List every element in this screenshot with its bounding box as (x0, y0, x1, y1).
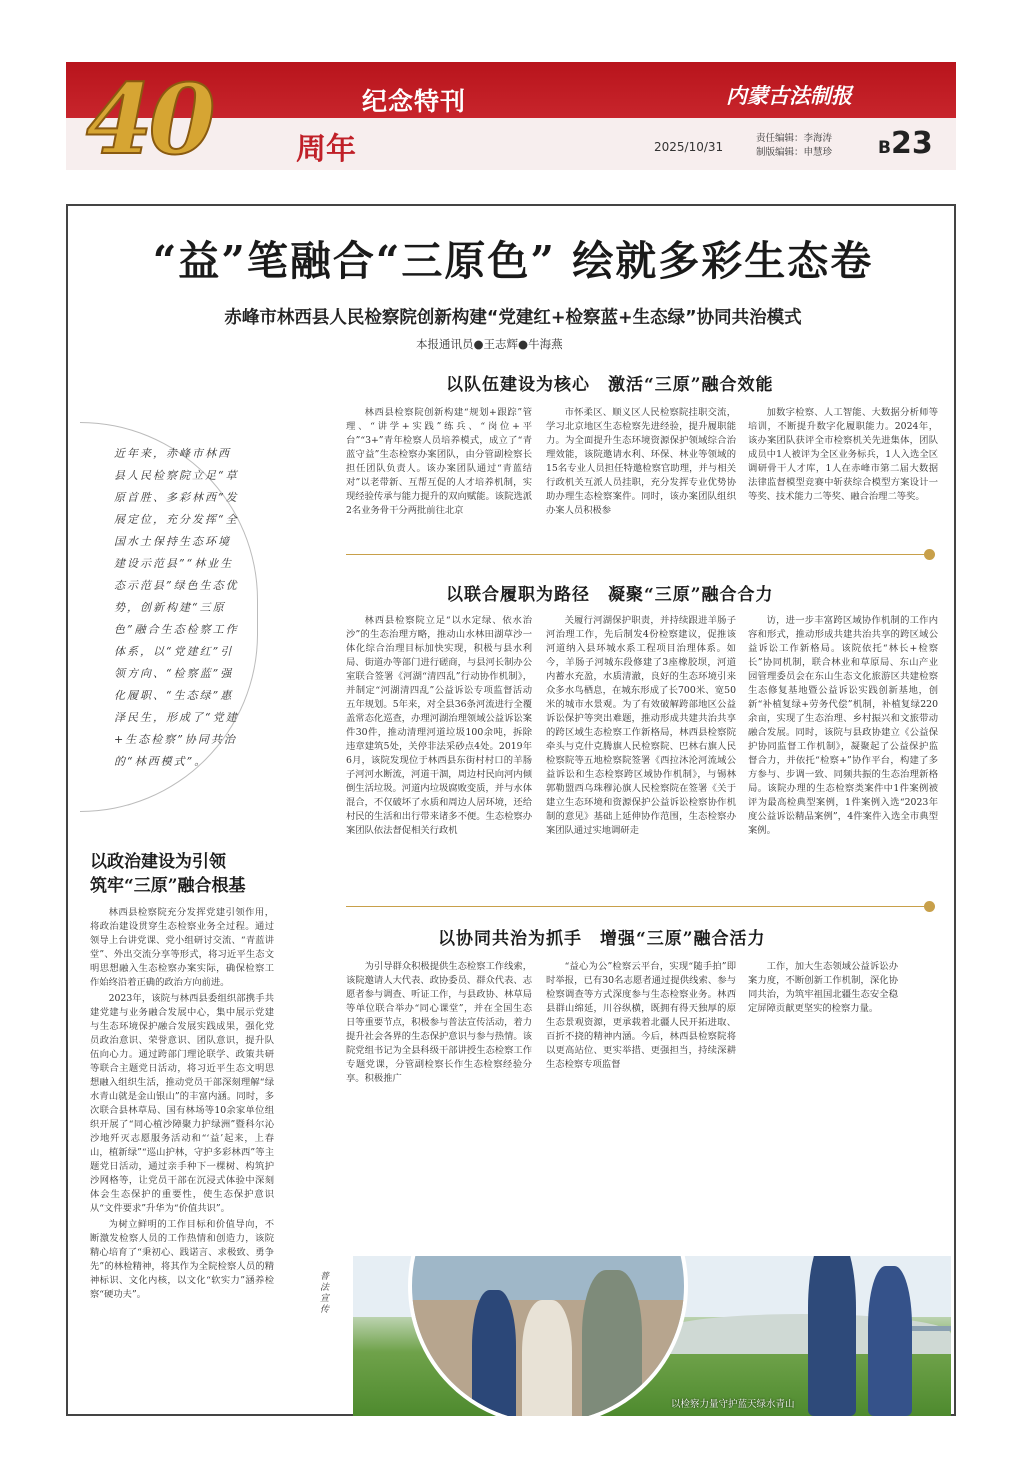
section2-col3 (748, 614, 938, 838)
intro-box (80, 422, 258, 812)
left-paragraph: 林西县检察院充分发挥党建引领作用，将政治建设贯穿生态检察业务全过程。通过领导上台讲党课、党小组研讨交流、“青蓝讲堂”、外出交流分享等形式，将习近平生态文明思想融入生态检察办案实际，确保检察工作始终沿着正确的政治方向前进。 (90, 907, 274, 988)
section1-divider (346, 554, 926, 555)
section1-col3 (748, 406, 938, 504)
section2-col2 (546, 614, 736, 838)
article-headline: “益”笔融合“三原色” 绘就多彩生态卷 (152, 237, 874, 285)
photo-inset-circle (408, 1256, 688, 1416)
article-subheadline: 赤峰市林西县人民检察院创新构建“党建红+检察蓝+生态绿”协同共治模式 (224, 308, 802, 328)
photo-inset-person (472, 1290, 516, 1416)
photo-caption: 以检察力量守护蓝天绿水青山 (671, 1399, 795, 1410)
section3-col1-text: 为引导群众积极提供生态检察工作线索，该院邀请人大代表、政协委员、群众代表、志愿者参与调查、听证工作，与县政协、林草局等单位联合举办“同心课堂”，并在全国生态日等重要节点，积极参与普法宣传活动，着力提升社会各界的生态保护意识与参与热情。该院党组书记为全县科级干部讲授生态检察工作专题党课，分管副检察长作生态检察经验分享。积极推广 (346, 961, 532, 1084)
section1-col3-text: 加数字检察、人工智能、大数据分析师等培训，不断提升数字化履职能力。2024年，该办案团队获评全市检察机关先进集体，团队成员中1人被评为全区业务标兵，1人入选全区调研骨干人才库，1人在赤峰市第二届大数据法律监督模型竞赛中斩获综合模型方案设计一等奖、技术能力二等奖、融合治理二等奖。 (748, 407, 938, 502)
section2-divider (346, 906, 926, 907)
article-frame (66, 204, 956, 1416)
section3-col2-text: “益心为公”检察云平台，实现“随手拍”即时举报，已有30名志愿者通过提供线索、参与检察调查等方式深度参与生态检察业务。林西县群山绵延，川谷纵横，既拥有得天独厚的原生态景观资源，更承载着北疆人民开拓进取、百折不挠的精神内涵。今后，林西县检察院将以更高站位、更实举措、更强担当，持续深耕生态检察专项监督 (546, 961, 736, 1070)
section2-col2-text: 关履行河湖保护职责，并持续跟进羊肠子河治理工作，先后制发4份检察建议，促推该河道纳入县环城水系工程项目治理体系。如今，羊肠子河城东段修建了3座橡胶坝，河道内蓄水充盈，水质清澈，良好的生态环境引来众多水鸟栖息，在城东形成了长700米、宽50米的城市水景观。为了有效破解跨部地区公益诉讼保护等突出难题，推动形成共建共治共享的跨区域生态检察工作新格局，林西县检察院牵头与克什克腾旗人民检察院、巴林右旗人民检察院等五地检察院签署《西拉沐沦河流域公益诉讼和生态检察跨区域协作机制》，与锡林郭勒盟西乌珠穆沁旗人民检察院在签署《关于建立生态环境和资源保护公益诉讼检察协作机制的意见》基础上延伸协作范围，生态检察办案团队通过实地调研走 (546, 615, 736, 836)
page-number-value: 23 (890, 126, 933, 161)
production-line: 制版编辑：申慧珍 (756, 147, 833, 158)
left-paragraph: 为树立鲜明的工作目标和价值导向，不断激发检察人员的工作热情和创造力，该院精心培育了“秉初心、践诺言、求极致、勇争先”的林检精神，将其作为全院检察人员的精神标识、文化内核，以文化“软实力”涵养检察“硬功夫”。 (90, 1219, 274, 1300)
left-heading-line1: 以政治建设为引领 (90, 852, 226, 872)
section3-col3-text: 工作，加大生态领域公益诉讼办案力度，不断创新工作机制，深化协同共治，为筑牢祖国北疆生态安全稳定屏障贡献更坚实的检察力量。 (748, 961, 898, 1014)
section3-col1 (346, 960, 532, 1086)
photo-person (868, 1266, 912, 1416)
intro-text: 近年来，赤峰市林西县人民检察院立足“草原首胜、多彩林西”发展定位，充分发挥“全国水土保持生态环境建设示范县”“林业生态示范县”绿色生态优势，创新构建“三原色”融合生态检察工作体系，以“党建红”引领方向、“检察蓝”强化履职、“生态绿”惠泽民生，形成了“党建+生态检察”协同共治的“林西模式”。 (114, 447, 239, 768)
photo-inset-person (582, 1270, 642, 1416)
section1-divider-dot (924, 549, 935, 560)
left-paragraph: 2023年，该院与林西县委组织部携手共建党建与业务融合发展中心，集中展示党建与生态环境保护融合发展实践成果，强化党员政治意识、荣誉意识、团队意识，提升队伍向心力。通过跨部门理论联学、政策共研等联合主题党日活动，将习近平生态文明思想融入组织生活，推动党员干部深刻理解“绿水青山就是金山银山”的丰富内涵。同时，多次联合县林草局、国有林场等10余家单位组织开展了“同心植沙障聚力护绿洲”暨科尔沁沙地歼灭志愿服务活动和“‘益’起来，上春山，植新绿”“巡山护林，守护多彩林西”等主题党日活动，通过亲手种下一棵树、构筑护沙网格等，让党员干部在沉浸式体验中深刻体会生态保护的重要性，使生态保护意识从“文件要求”升华为“价值共识”。 (90, 993, 274, 1214)
editor-line: 责任编辑：李海涛 (756, 133, 833, 144)
section2-divider-dot (924, 901, 935, 912)
section3-title: 以协同共治为抓手 增强“三原”融合活力 (438, 929, 766, 949)
editor-credits (756, 132, 832, 160)
photo-stamp: 普法宣传 (320, 1272, 330, 1315)
section1-col2-text: 市怀柔区、顺义区人民检察院挂职交流，学习北京地区生态检察先进经验，提升履职能力。为全面提升生态环境资源保护领域综合治理效能，该院邀请水利、环保、林业等领域的15名专业人员担任特邀检察官助理，并与相关行政机关互派人员挂职，充分发挥专业优势协助办理生态检察案件。同时，该办案团队组织办案人员积极参 (546, 407, 736, 516)
section1-col1-text: 林西县检察院创新构建“规划+跟踪”管理、“讲学+实践”练兵、“岗位+平台”“3+”青年检察人员培养模式，成立了“青蓝守益”生态检察办案团队，由分管副检察长担任团队负责人。该办案团队通过“青蓝结对”以老带新、互帮互促的人才培养机制，实现经验传承与能力提升的双向赋能。该院选派2名业务骨干分两批前往北京 (346, 407, 532, 516)
article-byline: 本报通讯员●王志辉●牛海燕 (416, 337, 563, 351)
page-header (66, 62, 956, 170)
left-heading-line2: 筑牢“三原”融合根基 (90, 876, 246, 896)
article-photo (353, 1256, 951, 1416)
left-section-heading (90, 850, 270, 898)
anniversary-suffix: 周年 (296, 132, 356, 167)
section2-title: 以联合履职为路径 凝聚“三原”融合合力 (446, 585, 774, 605)
section1-col1 (346, 406, 532, 518)
anniversary-number: 40 (86, 63, 212, 170)
section2-col3-text: 访，进一步丰富跨区域协作机制的工作内容和形式，推动形成共建共治共享的跨区域公益诉讼工作新格局。该院依托“林长+检察长”协同机制，联合林业和草原局、东山产业园管理委员会在东山生态文化旅游区共建检察生态修复基地暨公益诉讼实践创新基地，创新“补植复绿+劳务代偿”机制，补植复绿220余亩，实现了生态治理、乡村振兴和文旅带动融合发展。同时，该院与县政协建立《公益保护协同监督工作机制》，凝聚起了公益保护监督合力，并依托“检察+”协作平台，构建了多方参与、步调一致、同频共振的生态治理新格局。该院办理的生态检察类案件中1件案例被评为最高检典型案例，1件案例入选“2023年度公益诉讼精品案例”，4件案件入选全市典型案例。 (748, 615, 938, 836)
photo-person (808, 1256, 856, 1416)
section-label: 纪念特刊 (362, 87, 467, 116)
page-prefix: B (878, 138, 891, 158)
left-section-body (90, 906, 274, 1304)
section3-col3 (748, 960, 898, 1016)
newspaper-masthead: 内蒙古法制报 (726, 83, 852, 108)
section2-col1 (346, 614, 532, 838)
photo-inset-person (522, 1300, 572, 1416)
issue-date: 2025/10/31 (654, 140, 724, 154)
section3-col2 (546, 960, 736, 1072)
section1-title: 以队伍建设为核心 激活“三原”融合效能 (446, 375, 774, 395)
section1-col2 (546, 406, 736, 518)
page-number (878, 126, 933, 161)
section2-col1-text: 林西县检察院立足“以水定绿、依水治沙”的生态治理方略，推动山水林田湖草沙一体化综合治理目标加快实现，积极与县水利局、街道办等部门进行磋商，与县河长制办公室联合签署《河湖“清四乱”行动协作机制》，并制定“河湖清四乱”公益诉讼专项监督活动五年规划。5年来，对全县36条河流进行全覆盖常态化巡查，办理河湖治理领域公益诉讼案件30件，推动清理河道垃圾100余吨，拆除违章建筑5处，关停非法采砂点4处。2019年6月，该院发现位于林西县东街村村口的羊肠子河河水断流，河道干涸，周边村民向河内倾倒生活垃圾。河道内垃圾腐败变质，并与水体混合，不仅破坏了水质和周边人居环境，还给村民的生活和出行带来诸多不便。生态检察办案团队依法督促相关行政机 (346, 615, 532, 836)
